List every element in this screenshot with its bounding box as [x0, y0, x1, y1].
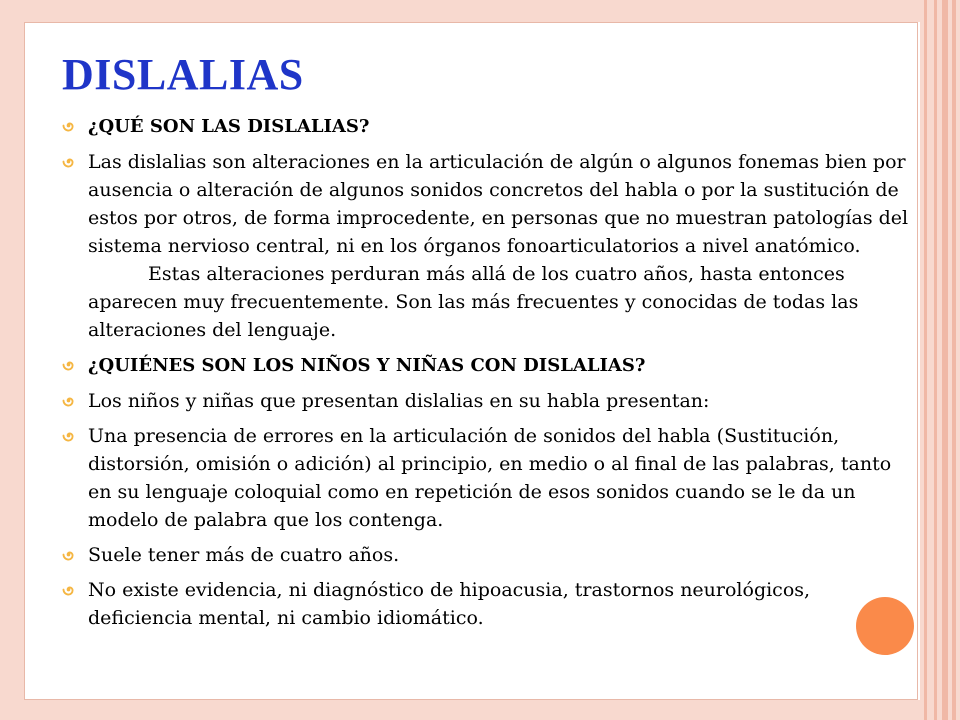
stripe [952, 0, 956, 720]
bullet-heading: ¿QUÉ SON LAS DISLALIAS? [88, 116, 370, 137]
bullet-item-errors [62, 422, 912, 534]
bullet-item-no-evidence [62, 576, 912, 632]
swirl-bullet-icon [62, 583, 75, 596]
slide-title: DISLALIAS [62, 50, 304, 99]
stripe [942, 0, 948, 720]
frame-bottom [0, 700, 960, 720]
decorative-stripes [920, 0, 960, 720]
bullet-item-question-what [62, 112, 912, 141]
bullet-list [62, 112, 912, 639]
swirl-bullet-icon [62, 548, 75, 561]
swirl-bullet-icon [62, 429, 75, 442]
bullet-item-definition [62, 148, 912, 344]
bullet-heading: ¿QUIÉNES SON LOS NIÑOS Y NIÑAS CON DISLALIAS? [88, 355, 646, 376]
stripe [924, 0, 927, 720]
bullet-text: Los niños y niñas que presentan dislalias en su habla presentan: [88, 390, 710, 412]
bullet-continuation: Estas alteraciones perduran más allá de los cuatro años, hasta entonces aparecen muy frecuentemente. Son las más frecuentes y conocidas de todas las alteraciones del lenguaje. [88, 263, 859, 341]
bullet-item-children [62, 387, 912, 415]
frame-left [0, 0, 24, 720]
frame-top [0, 0, 960, 22]
swirl-bullet-icon [62, 358, 75, 371]
orange-circle [856, 597, 914, 655]
stripe [934, 0, 937, 720]
swirl-bullet-icon [62, 155, 75, 168]
bullet-text: No existe evidencia, ni diagnóstico de hipoacusia, trastornos neurológicos, deficiencia mental, ni cambio idiomático. [88, 579, 811, 629]
bullet-text: Suele tener más de cuatro años. [88, 544, 400, 566]
swirl-bullet-icon [62, 119, 75, 132]
bullet-text: Una presencia de errores en la articulación de sonidos del habla (Sustitución, distorsión, omisión o adición) al principio, en medio o al final de las palabras, tanto en su lenguaje coloquial como en repetición de esos sonidos cuando se le da un modelo de palabra que los contenga. [88, 425, 892, 531]
swirl-bullet-icon [62, 394, 75, 407]
bullet-item-question-who [62, 351, 912, 380]
bullet-item-age [62, 541, 912, 569]
bullet-text: Las dislalias son alteraciones en la articulación de algún o algunos fonemas bien por ausencia o alteración de algunos sonidos concretos del habla o por la sustitución de estos por otros, de forma improcedente, en personas que no muestran patologías del sistema nervioso central, ni en los órganos fonoarticulatorios a nivel anatómico. [88, 151, 909, 257]
